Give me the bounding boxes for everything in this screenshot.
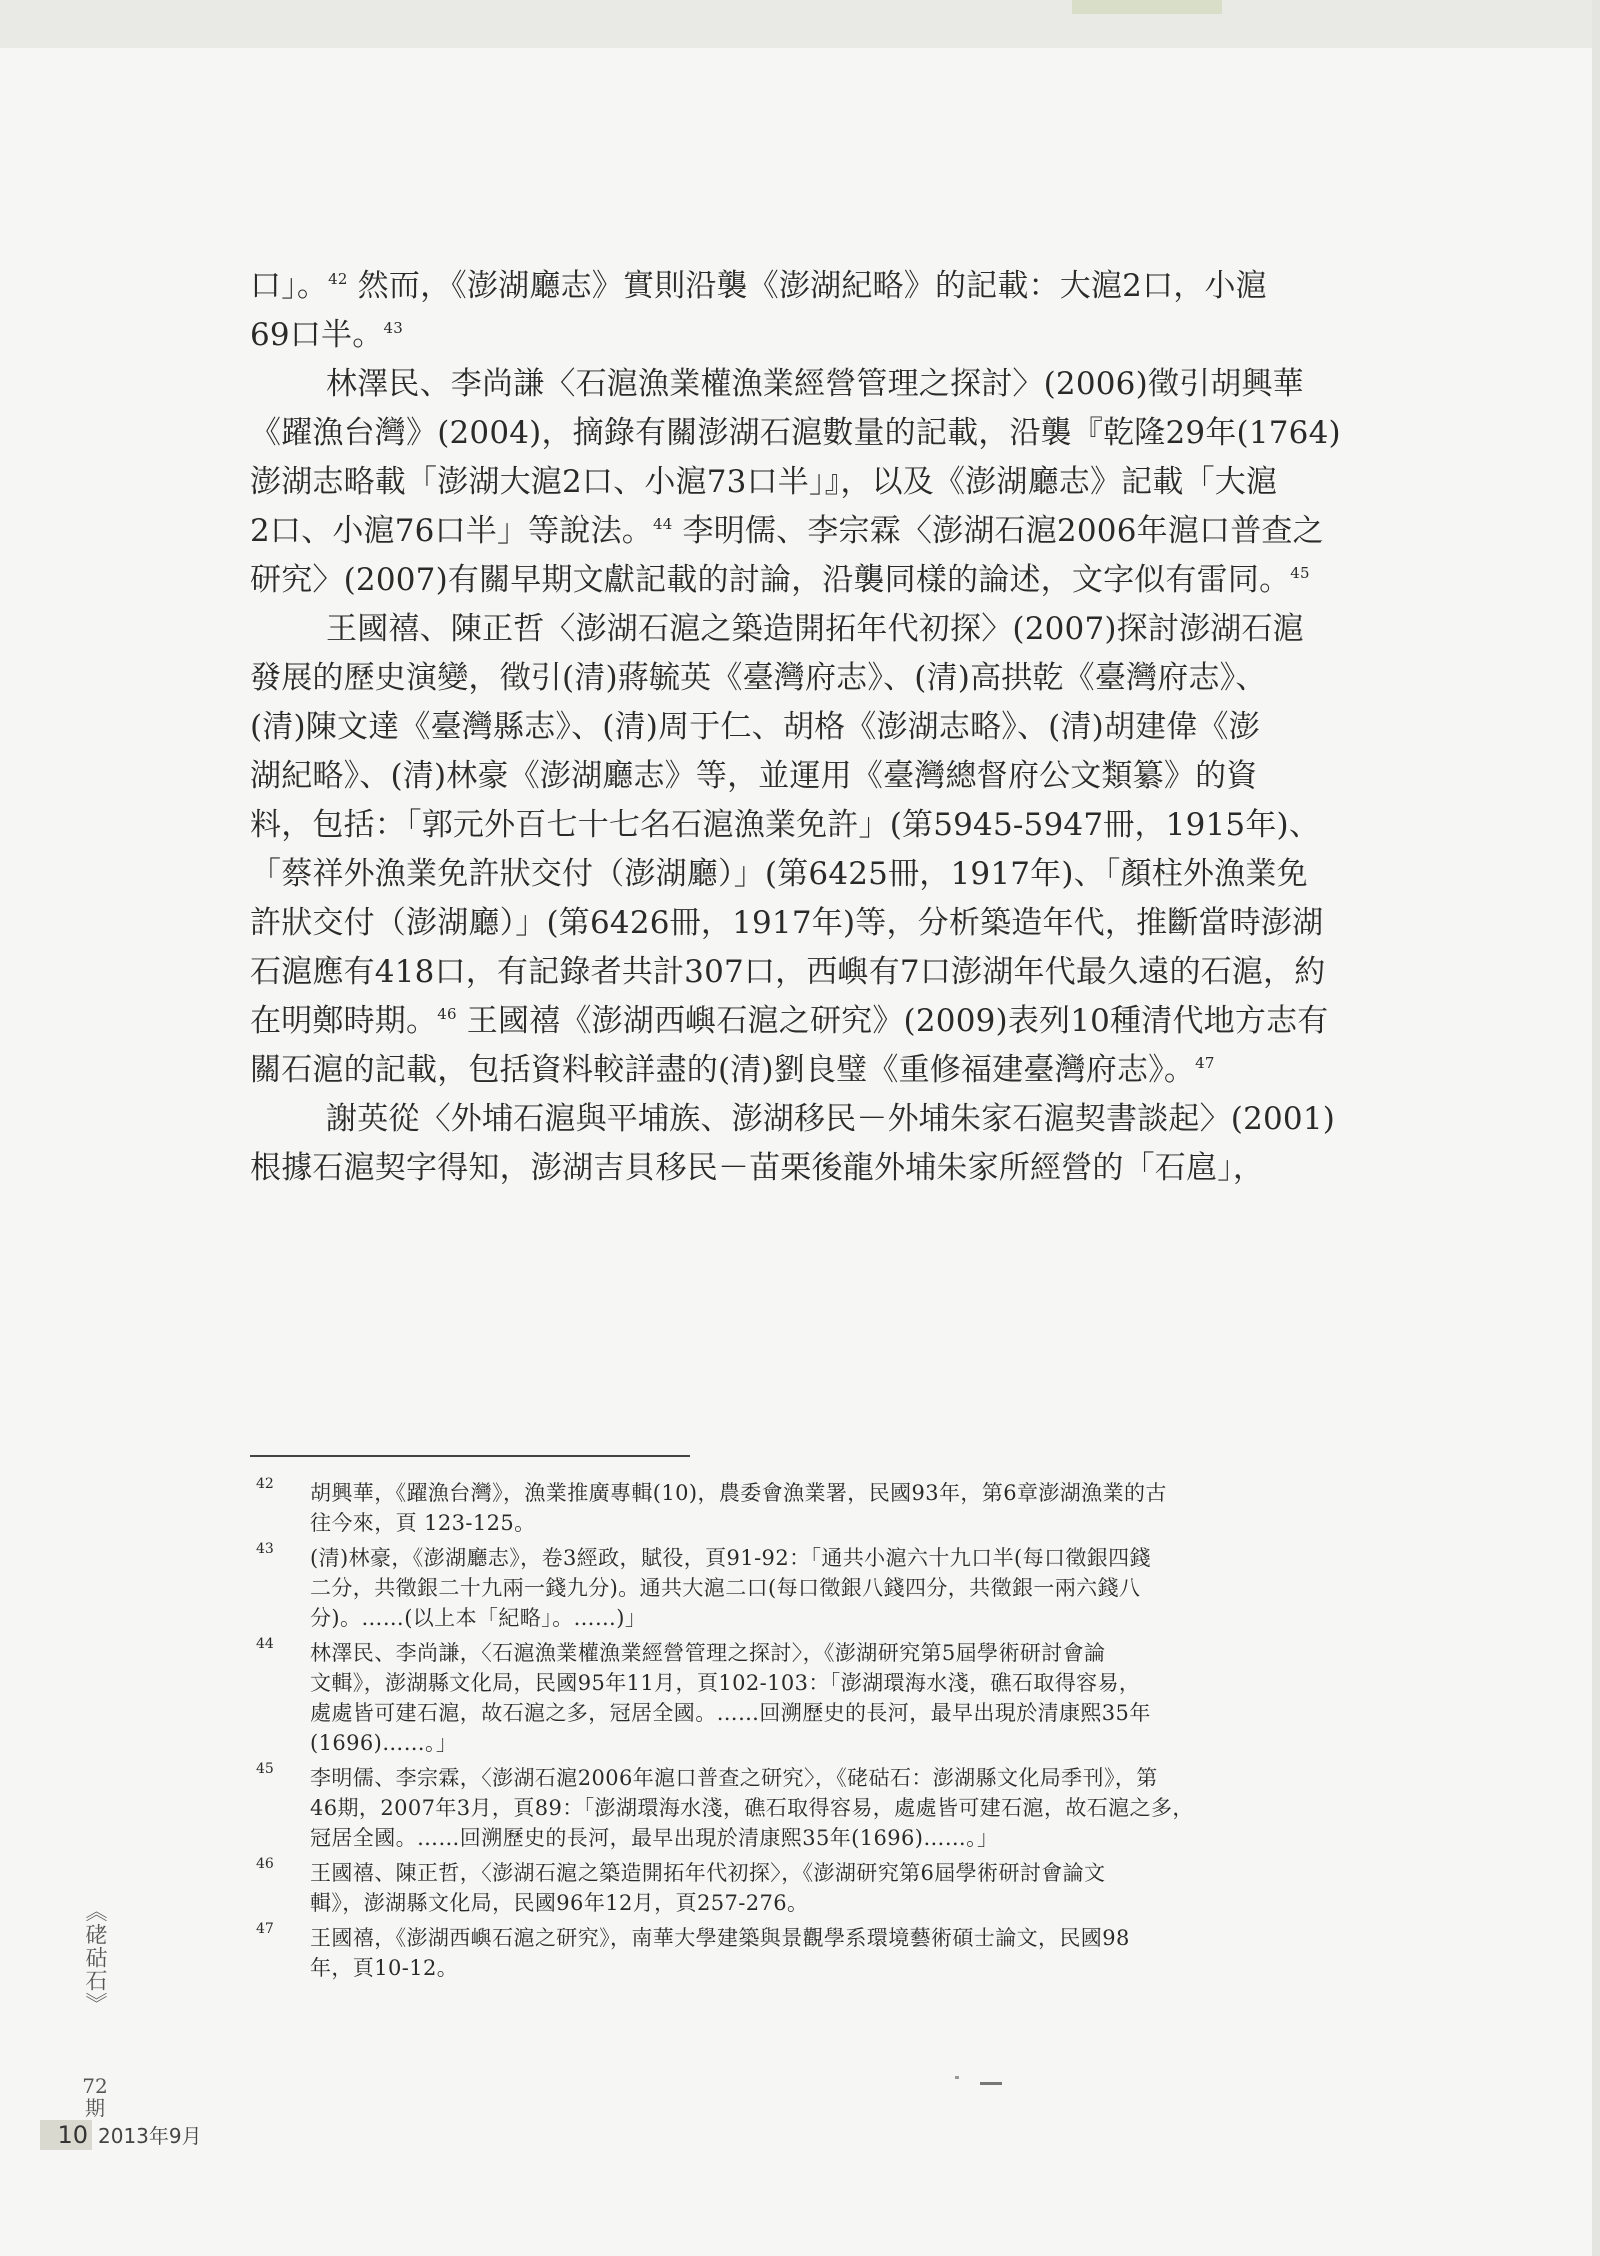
body-line-text: 口」。	[250, 268, 329, 304]
footnote-number: 46	[256, 1856, 274, 1872]
body-line-text: 李明儒、李宗霖〈澎湖石滬2006年滬口普查之	[672, 513, 1324, 549]
footnote-line: 王國禧，《澎湖西嶼石滬之研究》，南華大學建築與景觀學系環境藝術碩士論文，民國98	[310, 1926, 1130, 1950]
scan-top-band	[0, 0, 1600, 48]
footnote-ref: 43	[383, 319, 403, 337]
body-line	[250, 1144, 1440, 1193]
publication-date: 2013年9月	[98, 2124, 202, 2148]
footnote-rule	[250, 1455, 690, 1457]
body-line-text: 王國禧《澎湖西嶼石滬之研究》(2009)表列10種清代地方志有	[456, 1003, 1329, 1039]
footnote-line: 往今來，頁 123-125。	[310, 1511, 536, 1535]
body-line-text: 許狀交付（澎湖廳）」(第6426冊，1917年)等，分析築造年代，推斷當時澎湖	[250, 905, 1324, 941]
body-line	[250, 507, 1440, 556]
footnote-number: 42	[256, 1476, 274, 1492]
main-body-text	[250, 262, 1440, 1193]
page-number: 10	[40, 2120, 92, 2150]
footnote-number: 45	[256, 1761, 274, 1777]
footnote-line: 文輯》，澎湖縣文化局，民國95年11月，頁102-103：「澎湖環海水淺，礁石取得容易，	[310, 1671, 1141, 1695]
body-line-text: 然而，《澎湖廳志》實則沿襲《澎湖紀略》的記載：大滬2口，小滬	[347, 268, 1267, 304]
footnote	[250, 1923, 1450, 1983]
body-line	[250, 360, 1440, 409]
footnotes	[250, 1478, 1450, 1988]
body-line	[250, 556, 1440, 605]
body-line-text: 澎湖志略載「澎湖大滬2口、小滬73口半」』，以及《澎湖廳志》記載「大滬	[250, 464, 1278, 500]
body-line	[250, 850, 1440, 899]
footnote	[250, 1638, 1450, 1758]
body-line	[250, 605, 1440, 654]
body-line-text: 料，包括：「郭元外百七十七名石滬漁業免許」(第5945-5947冊，1915年)、	[250, 807, 1321, 843]
footnote	[250, 1858, 1450, 1918]
body-line	[250, 262, 1440, 311]
journal-title: 《硓𥑮石》	[82, 1900, 107, 2015]
issue-number: 72期	[82, 2074, 108, 2120]
body-line	[250, 1046, 1440, 1095]
body-line-text: 王國禧、陳正哲〈澎湖石滬之築造開拓年代初探〉(2007)探討澎湖石滬	[326, 611, 1304, 647]
footnote-line: (1696)……。」	[310, 1731, 458, 1755]
body-line	[250, 948, 1440, 997]
body-line	[250, 654, 1440, 703]
footnote-number: 47	[256, 1921, 274, 1937]
footnote-line: (清)林豪，《澎湖廳志》，卷3經政，賦役，頁91-92：「通共小滬六十九口半(每口徵銀四錢	[310, 1546, 1151, 1570]
footnote	[250, 1763, 1450, 1853]
body-line	[250, 409, 1440, 458]
body-line-text: 69口半。	[250, 317, 384, 353]
footnote-ref: 42	[328, 270, 348, 288]
body-line-text: 根據石滬契字得知，澎湖吉貝移民－苗栗後龍外埔朱家所經營的「石扈」，	[250, 1150, 1265, 1186]
scan-speck	[955, 2076, 959, 2079]
body-line	[250, 703, 1440, 752]
scan-top-mark	[1072, 0, 1222, 14]
body-line-text: 湖紀略》、(清)林豪《澎湖廳志》等，並運用《臺灣總督府公文類纂》的資	[250, 758, 1258, 794]
footnote-line: 輯》，澎湖縣文化局，民國96年12月，頁257-276。	[310, 1891, 809, 1915]
footnote-ref: 44	[652, 515, 673, 533]
body-line	[250, 801, 1440, 850]
footnote	[250, 1543, 1450, 1633]
footnote-line: 處處皆可建石滬，故石滬之多，冠居全國。……回溯歷史的長河，最早出現於清康熙35年	[310, 1701, 1151, 1725]
footnote-ref: 47	[1195, 1054, 1215, 1072]
body-line-text: 林澤民、李尚謙〈石滬漁業權漁業經營管理之探討〉(2006)徵引胡興華	[326, 366, 1304, 402]
body-line-text: 關石滬的記載，包括資料較詳盡的(清)劉良璧《重修福建臺灣府志》。	[250, 1052, 1196, 1088]
footnote-number: 44	[256, 1636, 274, 1652]
body-line-text: 發展的歷史演變，徵引(清)蔣毓英《臺灣府志》、(清)高拱乾《臺灣府志》、	[250, 660, 1267, 696]
footnote-line: 46期，2007年3月，頁89：「澎湖環海水淺，礁石取得容易，處處皆可建石滬，故石滬之多，	[310, 1796, 1194, 1820]
body-line	[250, 899, 1440, 948]
footnote-ref: 46	[437, 1005, 457, 1023]
footnote	[250, 1478, 1450, 1538]
footnote-line: 二分，共徵銀二十九兩一錢九分)。通共大滬二口(每口徵銀八錢四分，共徵銀一兩六錢八	[310, 1576, 1141, 1600]
scan-right-edge	[1592, 0, 1600, 2256]
footnote-line: 分)。……(以上本「紀略」。……)」	[310, 1606, 647, 1630]
body-line	[250, 752, 1440, 801]
footnote-line: 林澤民、李尚謙，〈石滬漁業權漁業經營管理之探討〉，《澎湖研究第5屆學術研討會論	[310, 1641, 1106, 1665]
body-line	[250, 1095, 1440, 1144]
body-line-text: 2口、小滬76口半」等說法。	[250, 513, 653, 549]
footnote-line: 年，頁10-12。	[310, 1956, 459, 1980]
footnote-line: 李明儒、李宗霖，〈澎湖石滬2006年滬口普查之研究〉，《硓𥑮石：澎湖縣文化局季刊》，第	[310, 1766, 1158, 1790]
footnote-line: 冠居全國。……回溯歷史的長河，最早出現於清康熙35年(1696)……。」	[310, 1826, 999, 1850]
body-line-text: 《躍漁台灣》(2004)，摘錄有關澎湖石滬數量的記載，沿襲『乾隆29年(1764)	[250, 415, 1341, 451]
footnote-line: 王國禧、陳正哲，〈澎湖石滬之築造開拓年代初探〉，《澎湖研究第6屆學術研討會論文	[310, 1861, 1106, 1885]
body-line-text: 研究〉(2007)有關早期文獻記載的討論，沿襲同樣的論述，文字似有雷同。	[250, 562, 1291, 598]
body-line-text: 「蔡祥外漁業免許狀交付（澎湖廳）」(第6425冊，1917年)、「顏柱外漁業免	[250, 856, 1308, 892]
body-line-text: 石滬應有418口，有記錄者共計307口，西嶼有7口澎湖年代最久遠的石滬，約	[250, 954, 1326, 990]
body-line	[250, 997, 1440, 1046]
body-line	[250, 458, 1440, 507]
footnote-number: 43	[256, 1541, 274, 1557]
body-line-text: 謝英從〈外埔石滬與平埔族、澎湖移民－外埔朱家石滬契書談起〉(2001)	[326, 1101, 1336, 1137]
body-line-text: 在明鄭時期。	[250, 1003, 438, 1039]
footnote-line: 胡興華，《躍漁台灣》，漁業推廣專輯(10)，農委會漁業署，民國93年，第6章澎湖漁業的古	[310, 1481, 1167, 1505]
body-line	[250, 311, 1440, 360]
body-line-text: (清)陳文達《臺灣縣志》、(清)周于仁、胡格《澎湖志略》、(清)胡建偉《澎	[250, 709, 1260, 745]
footnote-ref: 45	[1290, 564, 1310, 582]
scan-speck	[980, 2082, 1002, 2085]
